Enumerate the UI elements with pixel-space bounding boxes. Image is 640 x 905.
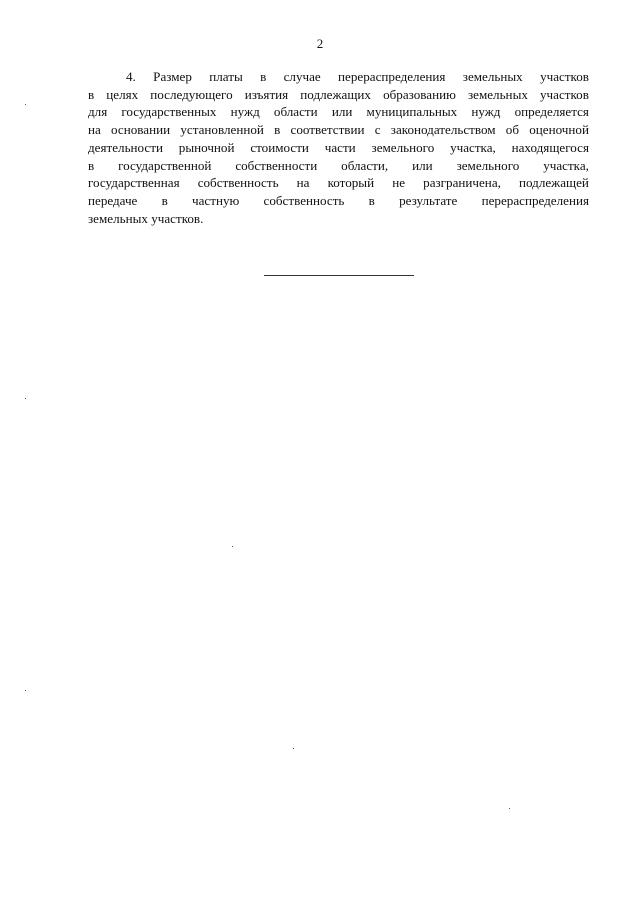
- page-number: 2: [316, 36, 324, 51]
- word: участка,: [543, 157, 589, 173]
- word: нужд: [471, 104, 501, 120]
- word: в: [88, 86, 95, 102]
- word: находящегося: [511, 139, 589, 155]
- word: подлежащих: [300, 86, 371, 102]
- word: в: [368, 192, 375, 208]
- word: об: [505, 122, 519, 138]
- word: законодательством: [390, 122, 496, 138]
- word: земельных: [467, 86, 528, 102]
- text-line: [88, 86, 589, 104]
- word: платы: [209, 69, 243, 84]
- word: в: [274, 122, 281, 138]
- word: 4.: [126, 69, 136, 84]
- text-line: [88, 139, 589, 157]
- word: области: [273, 104, 318, 120]
- word: в: [88, 157, 95, 173]
- word: или: [331, 104, 353, 120]
- text-line: [88, 174, 589, 192]
- word: нужд: [230, 104, 260, 120]
- word: для: [88, 104, 108, 120]
- word: собственности: [235, 157, 318, 173]
- word: участков: [540, 69, 589, 84]
- word: изъятия: [244, 86, 289, 102]
- word: последующего: [150, 86, 233, 102]
- word: разграничена,: [423, 175, 501, 191]
- word: результате: [399, 192, 458, 208]
- text-line: [88, 68, 589, 86]
- scan-speck: [232, 546, 233, 547]
- word: участков: [540, 86, 589, 102]
- scan-speck: [293, 748, 294, 749]
- word: соответствии: [290, 122, 365, 138]
- scan-speck: [25, 690, 26, 691]
- text-line: [88, 121, 589, 139]
- word: случае: [283, 69, 321, 84]
- word: перераспределения: [338, 69, 446, 84]
- scan-speck: [509, 808, 510, 809]
- word: Размер: [153, 69, 192, 84]
- word: земельного: [371, 139, 435, 155]
- word: земельного: [456, 157, 520, 173]
- word: государственной: [118, 157, 212, 173]
- scan-speck: [25, 398, 26, 399]
- word: определяется: [514, 104, 589, 120]
- word: на: [296, 175, 310, 191]
- word: который: [327, 175, 375, 191]
- word: оценочной: [529, 122, 589, 138]
- word: или: [412, 157, 433, 173]
- text-line-last: земельных участков.: [88, 210, 204, 226]
- word: перераспределения: [481, 192, 589, 208]
- separator-line: [264, 275, 414, 276]
- word: в: [260, 69, 267, 84]
- word: государственная: [88, 175, 180, 191]
- word: участка,: [450, 139, 496, 155]
- text-line: [88, 192, 589, 210]
- paragraph-4: [88, 68, 589, 227]
- word: муниципальных: [366, 104, 458, 120]
- word: подлежащей: [519, 175, 589, 191]
- word: основании: [111, 122, 171, 138]
- word: государственных: [121, 104, 217, 120]
- scan-speck: [25, 104, 26, 105]
- word: стоимости: [250, 139, 309, 155]
- word: земельных: [462, 69, 523, 84]
- word: установленной: [180, 122, 264, 138]
- text-line: [88, 103, 589, 121]
- word: с: [374, 122, 381, 138]
- text-line: [88, 157, 589, 175]
- word: области,: [341, 157, 389, 173]
- word: в: [161, 192, 168, 208]
- word: на: [88, 122, 101, 138]
- word: деятельности: [88, 139, 163, 155]
- word: частную: [192, 192, 240, 208]
- word: образованию: [383, 86, 456, 102]
- word: рыночной: [178, 139, 235, 155]
- word: собственность: [263, 192, 345, 208]
- word: целях: [106, 86, 139, 102]
- word: собственность: [197, 175, 279, 191]
- word: передаче: [88, 192, 138, 208]
- word: части: [324, 139, 356, 155]
- word: не: [392, 175, 406, 191]
